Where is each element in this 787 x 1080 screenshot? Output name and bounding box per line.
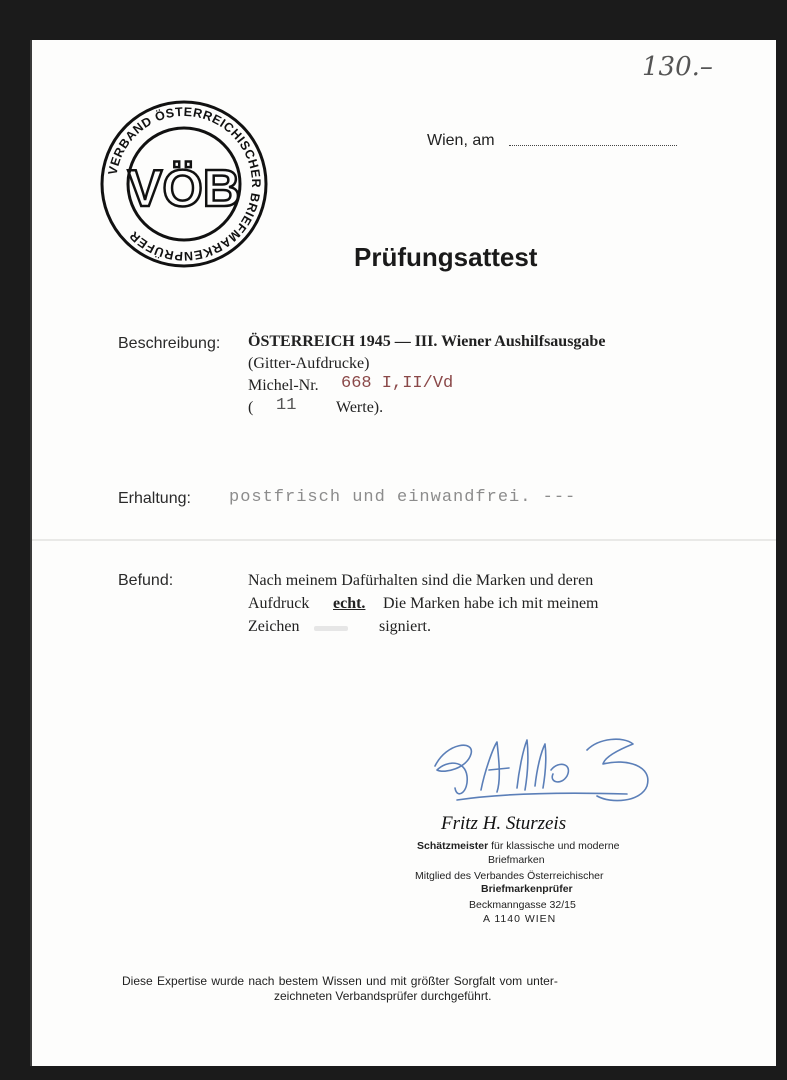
befund-line3-end: signiert. <box>379 618 431 635</box>
count-open: ( <box>248 399 254 416</box>
befund-line1: Nach meinem Dafürhalten sind die Marken und deren <box>248 572 594 589</box>
voeb-seal <box>98 98 270 270</box>
seal-graphic <box>98 98 270 270</box>
signer-city: A 1140 WIEN <box>483 913 557 925</box>
signature-mark-sample <box>314 626 348 631</box>
signer-title <box>417 840 620 852</box>
signature-graphic <box>427 730 667 820</box>
certificate-page <box>32 40 776 1066</box>
count-value: 11 <box>276 396 297 415</box>
signer-street: Beckmanngasse 32/15 <box>469 899 576 911</box>
beschreibung-label: Beschreibung: <box>118 335 221 352</box>
handwritten-price: 130.– <box>642 52 713 82</box>
member-line1: Mitglied des Verbandes Österreichischer <box>415 870 604 882</box>
michel-prefix: Michel-Nr. <box>248 377 319 394</box>
handwritten-signature <box>427 730 667 820</box>
document-title: Prüfungsattest <box>354 242 538 272</box>
signer-name: Fritz H. Sturzeis <box>441 813 567 834</box>
befund-label: Befund: <box>118 572 174 589</box>
erhaltung-label: Erhaltung: <box>118 490 191 507</box>
fold-line <box>32 539 776 541</box>
footer-line1: Diese Expertise wurde nach bestem Wissen und mit größter Sorgfalt vom unter- <box>122 974 558 988</box>
michel-number: 668 I,II/Vd <box>341 374 454 393</box>
erhaltung-value: postfrisch und einwandfrei. --- <box>229 488 577 507</box>
befund-line2-end: Die Marken habe ich mit meinem <box>383 595 599 612</box>
seal-ring-textpath: VERBAND ÖSTERREICHISCHER BRIEFMARKENPRÜFER <box>105 104 264 264</box>
befund-line2-start: Aufdruck <box>248 595 310 612</box>
signer-title-line2: Briefmarken <box>488 854 545 866</box>
beschreibung-line1: ÖSTERREICH 1945 — III. Wiener Aushilfsausgabe <box>248 333 606 350</box>
place-date-label: Wien, am <box>427 132 495 149</box>
count-suffix: Werte). <box>336 399 384 416</box>
signer-title-rest: für klassische und moderne <box>491 840 620 852</box>
signer-title-bold: Schätzmeister <box>417 840 489 852</box>
footer-line2: zeichneten Verbandsprüfer durchgeführt. <box>274 989 492 1003</box>
befund-line3-start: Zeichen <box>248 618 300 635</box>
befund-echt: echt. <box>333 595 366 612</box>
date-line <box>509 145 677 146</box>
seal-monogram: VÖB <box>127 160 241 218</box>
beschreibung-line2: (Gitter-Aufdrucke) <box>248 355 370 372</box>
member-line2: Briefmarkenprüfer <box>481 883 573 895</box>
